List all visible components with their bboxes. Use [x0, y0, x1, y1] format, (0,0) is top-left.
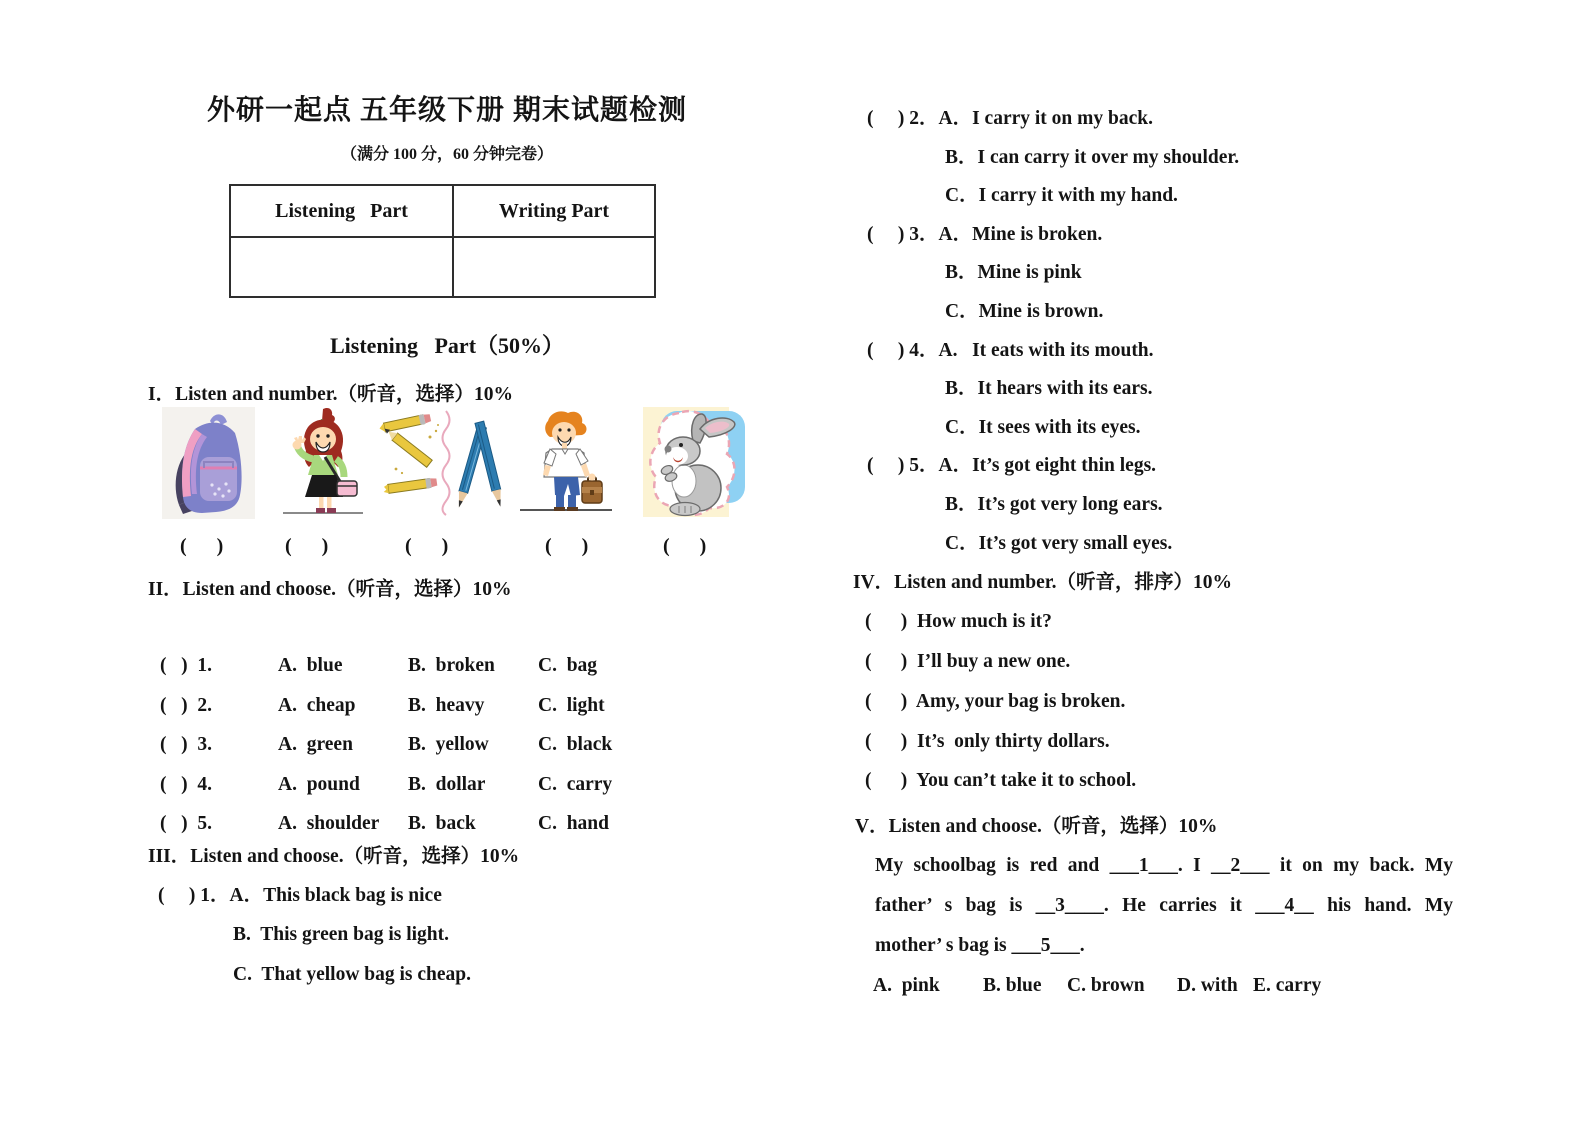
- option-b: B. dollar: [408, 773, 486, 795]
- score-table-listening-header: Listening Part: [230, 185, 453, 237]
- question-lead: ( ) 2．A．I carry it on my back.: [867, 108, 1153, 129]
- option-c: C．Mine is brown.: [945, 300, 1104, 322]
- question-lead: ( ) 3．A．Mine is broken.: [867, 223, 1103, 245]
- girl-with-bag-image: [283, 407, 363, 519]
- broken-pencils-image: [378, 407, 510, 519]
- question-lead: ( ) 4．A. It eats with its mouth.: [867, 339, 1154, 361]
- sequence-item: ( ) Amy, your bag is broken.: [865, 690, 1126, 712]
- answer-blank: ( ): [180, 535, 226, 557]
- sequence-item: ( ) You can’t take it to school.: [865, 770, 1137, 792]
- section5-heading: V．Listen and choose.（听音，选择）10%: [855, 816, 1218, 838]
- score-table-writing-header: Writing Part: [453, 185, 655, 237]
- section2-heading: II．Listen and choose.（听音，选择）10%: [148, 579, 512, 600]
- option-b: B．It hears with its ears.: [945, 378, 1153, 400]
- choice-row-5: [148, 804, 782, 844]
- section3-question-1: [148, 876, 782, 995]
- section1-images: [148, 407, 782, 519]
- option-b: B．Mine is pink: [945, 262, 1082, 284]
- option-c: C. hand: [538, 813, 609, 834]
- rabbit-icon: [643, 407, 747, 519]
- boy-icon: [520, 407, 612, 519]
- sequence-item: ( ) How much is it?: [865, 611, 1052, 633]
- question-lead: ( ) 5．A．It’s got eight thin legs.: [867, 455, 1157, 477]
- answer-blank: ( ) 3.: [160, 734, 212, 755]
- choice-row-4: [148, 765, 782, 805]
- section5-options: [853, 966, 1467, 1006]
- option-b: B. yellow: [408, 734, 489, 755]
- option-d: D. with: [1177, 975, 1238, 997]
- pencils-icon: [378, 407, 510, 519]
- passage-line: father’ s bag is __3____. He carries it ___4__ his hand. My: [875, 895, 1453, 917]
- answer-blank: ( ): [405, 535, 451, 557]
- choice-row-1: [148, 646, 782, 686]
- section3-question-4: [853, 332, 1467, 448]
- passage-line: My schoolbag is red and ___1___. I __2___ it on my back. My: [875, 855, 1453, 877]
- option-c: C. light: [538, 694, 605, 716]
- section1-answer-blanks: [148, 531, 782, 561]
- sequence-item: ( ) I’ll buy a new one.: [865, 650, 1071, 672]
- section2-rows: [148, 646, 782, 844]
- option-c: C．It sees with its eyes.: [945, 416, 1141, 438]
- option-b: B. heavy: [408, 694, 485, 716]
- answer-blank: ( ): [285, 535, 331, 557]
- section1-heading: I．Listen and number.（听音，选择）10%: [148, 384, 513, 405]
- option-c: C. bag: [538, 655, 598, 676]
- page-title: 外研一起点 五年级下册 期末试题检测: [206, 95, 687, 126]
- choice-row-3: [148, 725, 782, 765]
- rabbit-image: [643, 407, 747, 519]
- option-b: B. back: [408, 813, 476, 834]
- option-a: A. green: [278, 734, 353, 755]
- option-c: C. black: [538, 734, 613, 755]
- option-b: B．I can carry it over my shoulder.: [945, 146, 1240, 168]
- sequence-item: ( ) It’s only thirty dollars.: [865, 730, 1110, 752]
- option-a: A. cheap: [278, 694, 356, 716]
- answer-blank: ( ) 5.: [160, 813, 212, 834]
- backpack-image: [162, 407, 255, 519]
- right-column: [853, 0, 1467, 1006]
- score-table-writing-cell: [453, 237, 655, 297]
- option-a: A. shoulder: [278, 813, 380, 834]
- section5-passage: [853, 846, 1467, 966]
- answer-blank: ( ) 2.: [160, 694, 212, 716]
- girl-icon: [283, 407, 363, 519]
- score-table-listening-cell: [230, 237, 453, 297]
- option-c: C. That yellow bag is cheap.: [233, 963, 471, 985]
- listening-part-title: Listening Part（50%）: [329, 333, 565, 358]
- answer-blank: ( ) 4.: [160, 773, 212, 795]
- option-a: A. blue: [278, 655, 343, 676]
- answer-blank: ( ): [663, 535, 709, 557]
- option-b: B. broken: [408, 655, 495, 676]
- answer-blank: ( ) 1.: [160, 655, 212, 676]
- section3-question-3: [853, 216, 1467, 332]
- question-lead: ( ) 1．A．This black bag is nice: [158, 884, 442, 906]
- answer-blank: ( ): [545, 535, 591, 557]
- section3-question-5: [853, 447, 1467, 563]
- section3-heading: III．Listen and choose.（听音，选择）10%: [148, 845, 520, 867]
- boy-with-bag-image: [520, 407, 612, 519]
- option-c: C. carry: [538, 773, 613, 795]
- option-b: B．It’s got very long ears.: [945, 493, 1163, 515]
- passage-line: mother’ s bag is ___5___.: [875, 935, 1085, 957]
- option-a: A. pink: [873, 975, 940, 997]
- option-b: B. This green bag is light.: [233, 924, 449, 945]
- score-table: [229, 184, 656, 298]
- section4-items: [853, 602, 1467, 801]
- option-c: C. brown: [1067, 975, 1145, 997]
- option-e: E. carry: [1253, 975, 1322, 997]
- left-column: [148, 0, 782, 994]
- option-c: C．I carry it with my hand.: [945, 185, 1178, 207]
- section3-question-2: [853, 100, 1467, 216]
- backpack-icon: [162, 407, 255, 519]
- option-b: B. blue: [983, 975, 1042, 997]
- section4-heading: IV．Listen and number.（听音，排序）10%: [853, 572, 1233, 594]
- option-a: A. pound: [278, 773, 360, 795]
- choice-row-2: [148, 686, 782, 726]
- option-c: C．It’s got very small eyes.: [945, 532, 1173, 554]
- page-subtitle: （满分 100 分，60 分钟完卷）: [340, 146, 553, 163]
